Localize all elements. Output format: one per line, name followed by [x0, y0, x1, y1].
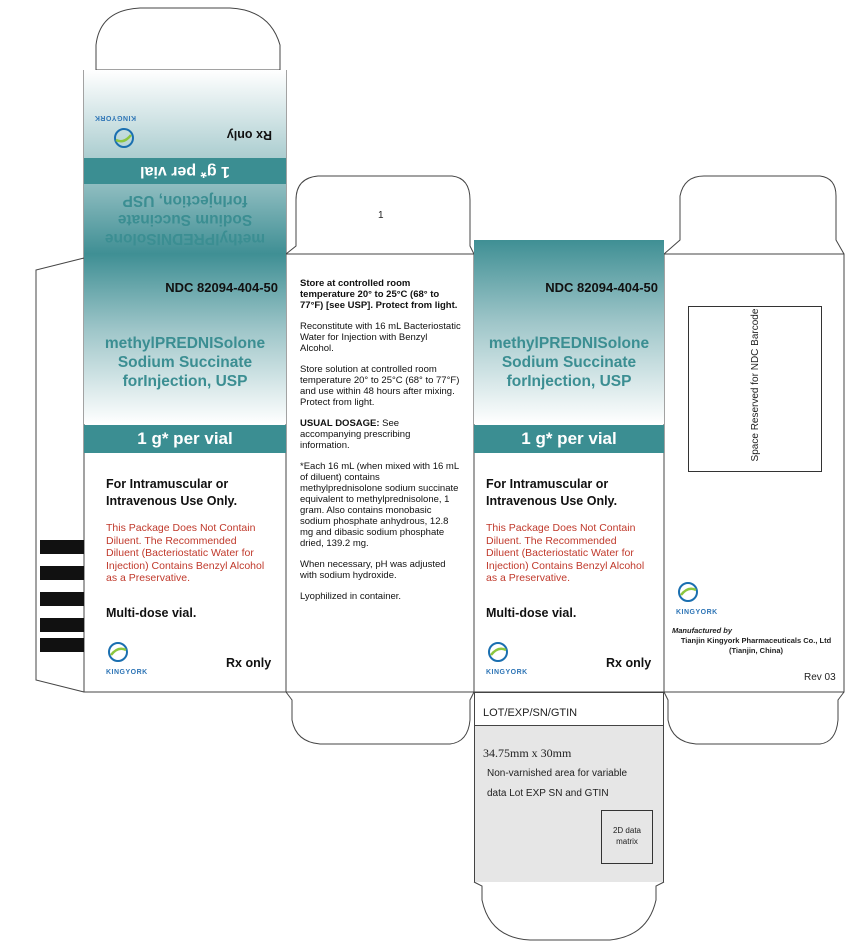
storage-p7: Lyophilized in container.	[300, 591, 402, 602]
kingyork-swirl-icon	[112, 126, 136, 150]
rx-only-right: Rx only	[606, 656, 652, 670]
drug-name-line3: forInjection, USP	[122, 373, 248, 390]
kingyork-swirl-icon	[676, 580, 700, 604]
glue-mark-2	[40, 566, 84, 580]
route-line1: For Intramuscular or	[106, 477, 229, 491]
route-right	[486, 476, 617, 510]
drug-name-line3: forInjection, USP	[122, 192, 248, 209]
storage-p5: *Each 16 mL (when mixed with 16 mL of diluent) contains methylprednisolone sodium succinate equivalent to methylprednisolone, 1 gram. Also contains monobasic sodium phosphate anhydrous, 12.8 mg and dibasic sodium phosphate dried, 139.2 mg.	[300, 461, 459, 549]
lot-header: LOT/EXP/SN/GTIN	[483, 707, 578, 719]
route-line2: Intravenous Use Only.	[106, 494, 238, 508]
glue-mark-4	[40, 618, 84, 632]
drug-name-line2: Sodium Succinate	[117, 354, 253, 371]
drug-name-line2: Sodium Succinate	[501, 354, 637, 371]
glue-mark-1	[40, 540, 84, 554]
drug-name-line1: methylPREDNISolone	[104, 230, 266, 247]
front-right-gradient	[474, 240, 664, 424]
drug-name-right	[474, 334, 664, 391]
ndc-number-right: NDC 82094-404-50	[545, 280, 658, 295]
ndc-number-left: NDC 82094-404-50	[165, 280, 278, 295]
storage-p2: Reconstitute with 16 mL Bacteriostatic Water for Injection with Benzyl Alcohol.	[300, 321, 461, 354]
storage-p3: Store solution at controlled room temperature 20° to 25°C (68° to 77°F) and use within 48 hours after mixing. Protect from light.	[300, 364, 460, 408]
multidose-left: Multi-dose vial.	[106, 606, 197, 620]
kingyork-logo-left	[106, 640, 146, 676]
strength-band-right: 1 g* per vial	[474, 425, 664, 453]
route-line1: For Intramuscular or	[486, 477, 609, 491]
kingyork-swirl-icon	[106, 640, 130, 664]
manufacturer-block	[670, 626, 842, 656]
route-line2: Intravenous Use Only.	[486, 494, 618, 508]
glue-mark-3	[40, 592, 84, 606]
lot-panel	[474, 692, 664, 882]
top-flap-flipped	[84, 70, 286, 254]
dosage-text: See accompanying prescribing information.	[300, 418, 411, 451]
kingyork-logo-top	[96, 114, 136, 150]
strength-band-left: 1 g* per vial	[84, 425, 286, 453]
diluent-warning-right: This Package Does Not Contain Diluent. The Recommended Diluent (Bacteriostatic Water for Injection) Contains Benzyl Alcohol as a Preservative.	[486, 522, 645, 584]
storage-p6: When necessary, pH was adjusted with sodium hydroxide.	[300, 559, 446, 581]
barcode-reserved-box	[688, 306, 822, 472]
varnish-text-1: Non-varnished area for variable	[487, 768, 628, 779]
glue-mark-5	[40, 638, 84, 652]
drug-name-line1: methylPREDNISolone	[104, 335, 266, 352]
kingyork-wordmark-left: KINGYORK	[106, 669, 148, 676]
data-matrix-box: 2D data matrix	[601, 810, 653, 864]
kingyork-wordmark-right: KINGYORK	[486, 669, 528, 676]
diluent-warning-left: This Package Does Not Contain Diluent. The Recommended Diluent (Bacteriostatic Water for Injection) Contains Benzyl Alcohol as a Preservative.	[106, 522, 265, 584]
top-flap-panel	[84, 70, 286, 254]
drug-name-line2: Sodium Succinate	[117, 211, 253, 228]
dosage-label: USUAL DOSAGE:	[300, 418, 380, 429]
kingyork-swirl-icon	[486, 640, 510, 664]
drug-name-top	[84, 191, 286, 248]
manufacturer-city: (Tianjin, China)	[728, 646, 784, 655]
storage-p1: Store at controlled room temperature 20° to 25°C (68° to 77°F) [see USP]. Protect from light.	[300, 278, 458, 311]
manufacturer-name: Tianjin Kingyork Pharmaceuticals Co., Ltd	[680, 636, 832, 645]
kingyork-wordmark-top: KINGYORK	[94, 114, 136, 121]
flap-number: 1	[378, 210, 384, 221]
route-left	[106, 476, 237, 510]
drug-name-left	[84, 334, 286, 391]
multidose-right: Multi-dose vial.	[486, 606, 577, 620]
storage-p4	[300, 418, 462, 451]
side-panel-storage	[286, 254, 474, 692]
strength-band-top: 1 g* per vial	[84, 158, 286, 184]
revision: Rev 03	[804, 672, 836, 683]
drug-name-line1: methylPREDNISolone	[488, 335, 650, 352]
rx-only-top: Rx only	[226, 128, 272, 142]
kingyork-logo-back	[676, 580, 716, 616]
barcode-reserved-text: Space Reserved for NDC Barcode	[750, 308, 761, 462]
rx-only-left: Rx only	[226, 656, 272, 670]
drug-name-line3: forInjection, USP	[506, 373, 632, 390]
varnish-text-2: data Lot EXP SN and GTIN	[487, 788, 609, 799]
manufacturer-label: Manufactured by	[672, 626, 733, 635]
kingyork-logo-right	[486, 640, 526, 676]
front-panel-left	[84, 254, 286, 692]
kingyork-wordmark-back: KINGYORK	[676, 609, 718, 616]
front-panel-right	[474, 240, 664, 692]
non-varnished-area	[475, 725, 663, 882]
varnish-size: 34.75mm x 30mm	[483, 746, 572, 760]
